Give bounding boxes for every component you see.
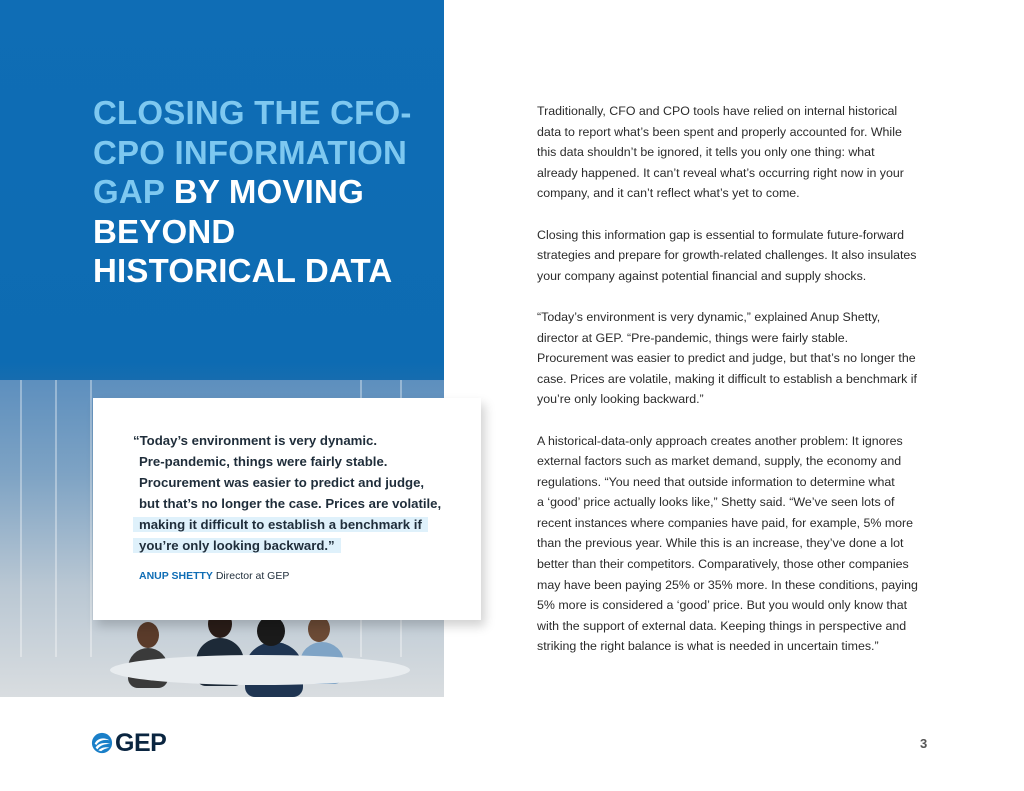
quote-line-highlighted: making it difficult to establish a benchmark if <box>133 517 428 532</box>
text-line: Traditionally, CFO and CPO tools have relied on internal historical <box>537 104 898 118</box>
paragraph <box>537 101 947 204</box>
text-line: regulations. “You need that outside information to determine what <box>537 474 895 489</box>
paragraph <box>537 225 947 287</box>
text-line: your company against potential financial and supply shocks. <box>537 268 867 283</box>
text-line: “Today’s environment is very dynamic,” explained Anup Shetty, <box>537 309 881 324</box>
quote-line: Procurement was easier to predict and judge, <box>139 475 425 490</box>
text-line: better than their competitors. Comparatively, those other companies <box>537 557 909 572</box>
pull-quote <box>133 430 463 556</box>
text-line: striking the right balance is what is needed in uncertain times.” <box>537 639 879 654</box>
heading-highlight: CLOSING THE CFO-CPO INFORMATION GAP <box>93 94 412 210</box>
text-line: director at GEP. “Pre-pandemic, things were fairly stable. <box>537 330 849 345</box>
text-line: 5% more is considered a ‘good’ price. But you would only know that <box>537 598 908 613</box>
text-line: than the previous year. While this is an increase, they’ve done a lot <box>537 536 904 551</box>
text-line: may have been paying 25% or 35% more. In these conditions, paying <box>537 577 918 592</box>
page-number: 3 <box>920 736 928 751</box>
text-line: case. Prices are volatile, making it difficult to establish a benchmark if <box>537 371 917 386</box>
text-line: Closing this information gap is essential to formulate future-forward <box>537 227 905 242</box>
text-line: company, and it can’t reflect what’s yet to come. <box>537 186 800 201</box>
meeting-table <box>110 655 410 685</box>
text-line: already happened. It can’t reveal what’s occurring right now in your <box>537 165 904 180</box>
paragraph <box>537 431 947 658</box>
logo-wordmark: GEP <box>115 729 167 757</box>
text-line: strategies and prepare for growth-related challenges. It also insulates <box>537 248 917 263</box>
quote-line: Pre-pandemic, things were fairly stable. <box>139 454 388 469</box>
text-line: you’re only looking backward.” <box>537 392 704 407</box>
quote-attribution <box>139 570 289 582</box>
article-body <box>537 101 947 678</box>
gep-swirl-logo-icon <box>91 732 113 754</box>
quote-author-role: Director at GEP <box>215 570 290 582</box>
quote-line-highlighted: you’re only looking backward.” <box>133 538 341 553</box>
heading-rest: BY MOVING BEYOND HISTORICAL DATA <box>93 173 393 289</box>
quote-line: but that’s no longer the case. Prices are volatile, <box>139 496 442 511</box>
paragraph <box>537 307 947 410</box>
quote-author: ANUP SHETTY <box>139 570 213 582</box>
text-line: recent instances where companies have paid, for example, 5% more <box>537 515 914 530</box>
pull-quote-card <box>93 398 481 620</box>
text-line: Procurement was easier to predict and judge, but that’s no longer the <box>537 351 916 366</box>
gep-logo <box>91 730 166 756</box>
quote-line: “Today’s environment is very dynamic. <box>133 433 378 448</box>
text-line: data to report what’s been spent and properly accounted for. While <box>537 124 902 139</box>
page-heading <box>93 93 433 291</box>
text-line: a ‘good’ price actually looks like,” Shetty said. “We’ve seen lots of <box>537 495 895 510</box>
text-line: A historical-data-only approach creates another problem: It ignores <box>537 433 903 448</box>
text-line: this data shouldn’t be ignored, it tells you only one thing: what <box>537 145 875 160</box>
text-line: external factors such as market demand, supply, the economy and <box>537 454 902 469</box>
text-line: with the support of external data. Keeping things in perspective and <box>537 618 907 633</box>
